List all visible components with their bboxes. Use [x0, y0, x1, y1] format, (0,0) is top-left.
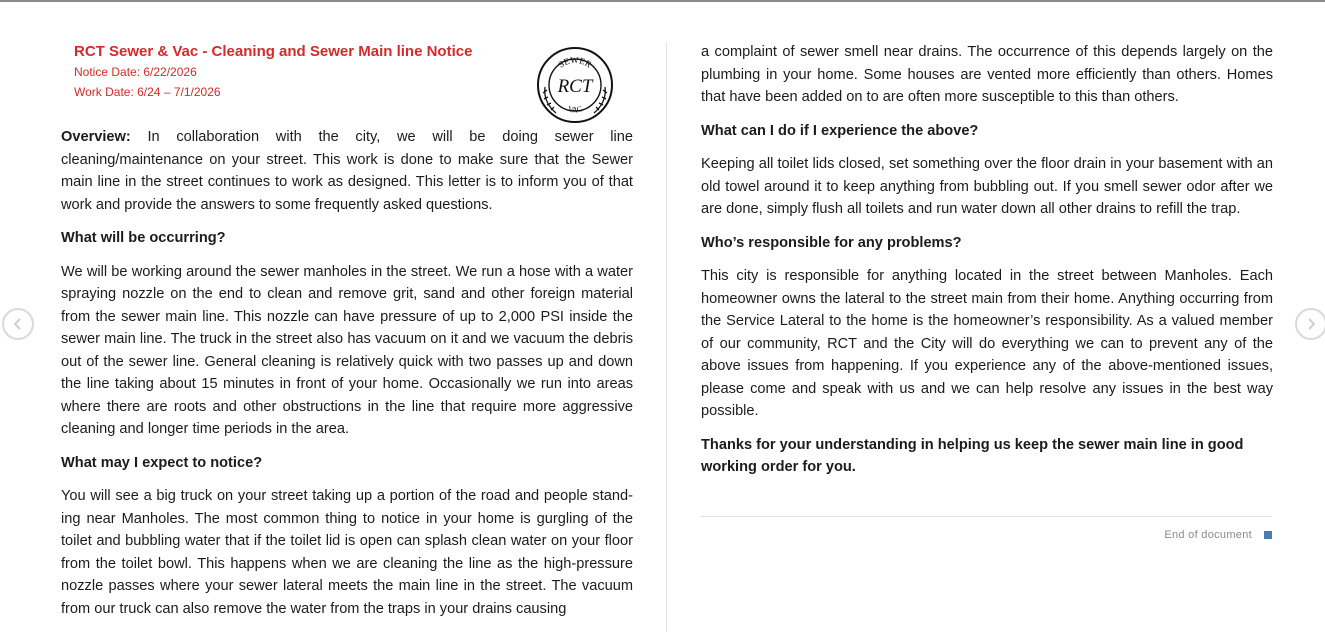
right-column — [701, 41, 1273, 479]
logo-bottom-text: VAC — [566, 104, 584, 115]
logo-monogram: RCT — [557, 76, 593, 97]
previous-page-button[interactable] — [2, 308, 34, 340]
chevron-right-icon — [1304, 317, 1318, 331]
document-header — [74, 42, 472, 102]
closing-statement: Thanks for your understanding in helping us keep the sewer main line in good working order for you. — [701, 436, 1244, 475]
left-column — [61, 126, 633, 620]
paragraph-continued: a complaint of sewer smell near drains. The occurrence of this depends largely on the plumbing in your home. Some houses are vented more efficiently than others. Homes that have been added on to are often more susceptible to this than others. — [701, 44, 1273, 105]
end-of-document-label: End of document — [1164, 529, 1252, 541]
top-border — [0, 0, 1325, 2]
overview-paragraph — [61, 126, 633, 216]
heading-responsibility: Who’s responsible for any problems? — [701, 234, 962, 251]
page-divider — [666, 42, 667, 632]
paragraph-responsibility: This city is responsible for anything located in the street between Manholes. Each homeowner owns the lateral to the street main from their home. Anything occurring from the Service Lateral to the home is the homeowner’s responsibility. As a valued member of our community, RCT and the City will do everything we can to prevent any of the above issues from happening. If you experience any of the above-mentioned issues, please come and speak with us and we can help resolve any issues in the best way possible. — [701, 268, 1273, 419]
overview-label: Overview: — [61, 129, 131, 145]
overview-text: In collaboration with the city, we will be doing sewer line cleaning/maintenance on your street. This work is done to make sure that the Sewer main line in the street continues to work as designed. This letter is to inform you of that work and provide the answers to some frequently asked questions. — [61, 129, 633, 213]
work-date: Work Date: 6/24 – 7/1/2026 — [74, 85, 221, 99]
heading-what-occurring: What will be occurring? — [61, 230, 226, 246]
heading-what-can-i-do: What can I do if I experience the above? — [701, 122, 979, 139]
notice-date: Notice Date: 6/22/2026 — [74, 65, 197, 79]
document-title: RCT Sewer & Vac - Cleaning and Sewer Main line Notice — [74, 43, 473, 60]
next-page-button[interactable] — [1295, 308, 1325, 340]
paragraph-what-occurring: We will be working around the sewer manholes in the street. We run a hose with a water spraying nozzle on the end to clean and remove grit, sand and other foreign material from the sewer main line. This nozzle can have pressure of up to 2,000 PSI inside the sewer main line. The truck in the street also has vacuum on it and we vacuum the debris out of the sewer line. General cleaning is relatively quick with two passes up and down the line taking about 15 minutes in front of your home. Occasionally we run into areas where there are roots and other obstructions in the line that require more aggressive cleaning and longer time periods in the area. — [61, 263, 633, 437]
paragraph-what-notice: You will see a big truck on your street taking up a portion of the road and people stand-ing near Manholes. The most common thing to notice in your home is gurgling of the toilet and bubbling water that if the toilet lid is open can splash clean water on your floor from the toilet bowl. This happens when we are cleaning the line as the high-pressure nozzle passes where your sewer lateral meets the main line in the street. The vacuum from our truck can also remove the water from the traps in your drains causing — [61, 488, 633, 617]
end-square-icon — [1264, 531, 1272, 539]
end-of-document-marker — [1100, 529, 1272, 541]
chevron-left-icon — [11, 317, 25, 331]
paragraph-what-can-i-do: Keeping all toilet lids closed, set something over the floor drain in your basement with an old towel around it to keep anything from bubbling out. If you smell sewer odor after we are done, simply flush all toilets and run water down all other drains to refill the trap. — [701, 156, 1273, 217]
heading-what-notice: What may I expect to notice? — [61, 454, 263, 471]
company-logo — [534, 47, 616, 123]
logo-top-text: SEWER — [556, 54, 594, 70]
end-divider — [701, 516, 1272, 517]
